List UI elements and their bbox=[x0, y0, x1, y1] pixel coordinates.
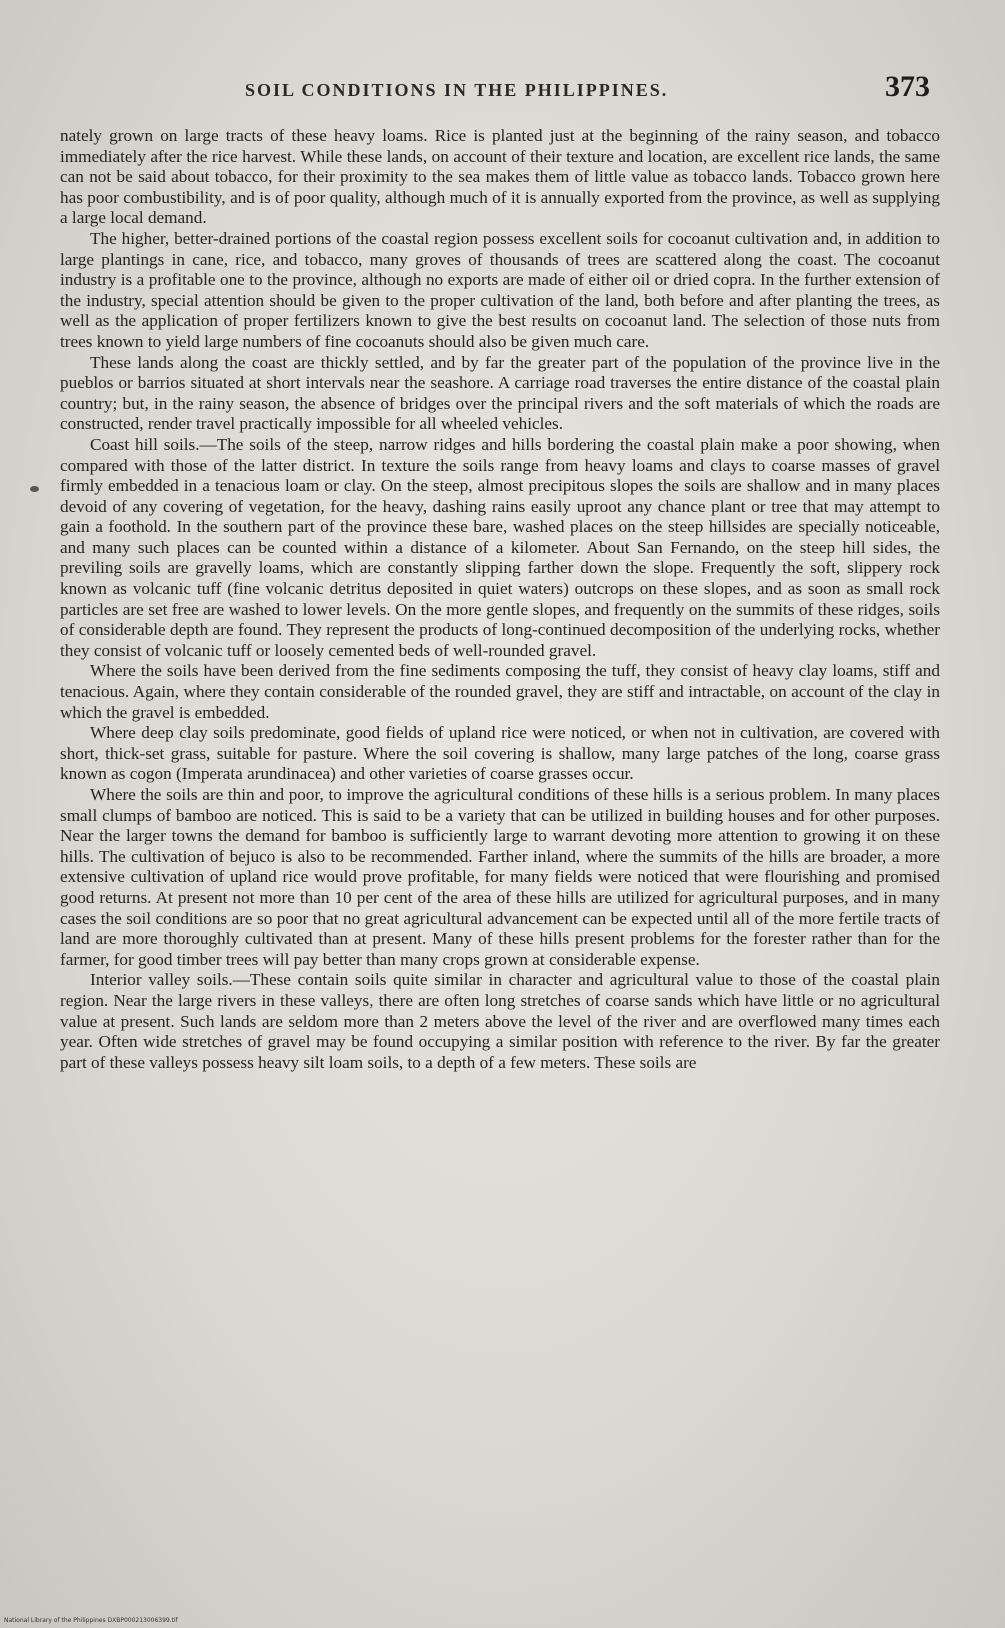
page-header bbox=[60, 70, 940, 110]
paragraph: Where the soils are thin and poor, to improve the agricultural conditions of these hills is a serious problem. In many places small clumps of bamboo are noticed. This is said to be a variety that can be utilized in building houses and for other purposes. Near the larger towns the demand for bamboo is sufficiently large to warrant devoting more attention to growing it on these hills. The cultivation of bejuco is also to be recommended. Farther inland, where the summits of the hills are broader, a more extensive cultivation of upland rice would prove profitable, for many fields were noticed that were flourishing and promised good returns. At present not more than 10 per cent of the area of these hills are utilized for agricultural purposes, and in many cases the soil conditions are so poor that no great agricultural advancement can be expected until all of the more fertile tracts of land are more thoroughly cultivated than at present. Many of these hills present problems for the forester rather than for the farmer, for good timber trees will pay better than many crops grown at considerable expense. bbox=[60, 785, 940, 969]
paragraph: nately grown on large tracts of these heavy loams. Rice is planted just at the beginning of the rainy season, and tobacco immediately after the rice harvest. While these lands, on account of their texture and location, are excellent rice lands, the same can not be said about tobacco, for their proximity to the sea makes them of little value as tobacco lands. Tobacco grown here has poor combustibility, and is of poor quality, although much of it is annually exported from the province, as well as supplying a large local demand. bbox=[60, 126, 940, 228]
page-number: 373 bbox=[885, 70, 930, 103]
paragraph: These lands along the coast are thickly settled, and by far the greater part of the population of the province live in the pueblos or barrios situated at short intervals near the seashore. A carriage road traverses the entire distance of the coastal plain country; but, in the rainy season, the absence of bridges over the principal rivers and the soft materials of which the roads are constructed, render travel practically impossible for all wheeled vehicles. bbox=[60, 352, 940, 434]
ink-spot bbox=[30, 486, 39, 492]
paragraph: Where deep clay soils predominate, good fields of upland rice were noticed, or when not in cultivation, are covered with short, thick-set grass, suitable for pasture. Where the soil covering is shallow, many large patches of the long, coarse grass known as cogon (Imperata arundinacea) and other varieties of coarse grasses occur. bbox=[60, 723, 940, 784]
paragraph: Where the soils have been derived from the fine sediments composing the tuff, they consist of heavy clay loams, stiff and tenacious. Again, where they contain considerable of the rounded gravel, they are stiff and intractable, on account of the clay in which the gravel is embedded. bbox=[60, 661, 940, 722]
paragraph: Interior valley soils.—These contain soils quite similar in character and agricultural value to those of the coastal plain region. Near the large rivers in these valleys, there are often long stretches of coarse sands which have little or no agricultural value at present. Such lands are seldom more than 2 meters above the level of the river and are overflowed many times each year. Often wide stretches of gravel may be found occupying a similar position with reference to the river. By far the greater part of these valleys possess heavy silt loam soils, to a depth of a few meters. These soils are bbox=[60, 970, 940, 1072]
paragraph: Coast hill soils.—The soils of the steep, narrow ridges and hills bordering the coastal plain make a poor showing, when compared with those of the latter district. In texture the soils range from heavy loams and clays to coarse masses of gravel firmly embedded in a tenacious loam or clay. On the steep, almost precipitous slopes the soils are shallow and in many places devoid of any covering of vegetation, for the heavy, dashing rains easily uproot any chance plant or tree that may attempt to gain a foothold. In the southern part of the province these bare, washed places on the steep hillsides are specially noticeable, and many such places can be counted within a distance of a kilometer. About San Fernando, on the steep hill sides, the previling soils are gravelly loams, which are constantly slipping farther down the slope. Frequently the soft, slippery rock known as volcanic tuff (fine volcanic detritus deposited in quiet waters) outcrops on these slopes, and as soon as small rock particles are set free are washed to lower levels. On the more gentle slopes, and frequently on the summits of these ridges, soils of considerable depth are found. They represent the products of long-continued decomposition of the underlying rocks, whether they consist of volcanic tuff or loosely cemented beds of well-rounded gravel. bbox=[60, 434, 940, 660]
paragraph: The higher, better-drained portions of the coastal region possess excellent soils for cocoanut cultivation and, in addition to large plantings in cane, rice, and tobacco, many groves of thousands of trees are scattered along the coast. The cocoanut industry is a profitable one to the province, although no exports are made of either oil or dried copra. In the further extension of the industry, special attention should be given to the proper cultivation of the land, both before and after planting the trees, as well as the application of proper fertilizers known to give the best results on cocoanut land. The selection of those nuts from trees known to yield large numbers of fine cocoanuts should also be given much care. bbox=[60, 228, 940, 351]
body-text bbox=[60, 126, 940, 1073]
running-title: SOIL CONDITIONS IN THE PHILIPPINES. bbox=[245, 80, 669, 100]
library-stamp: National Library of the Philippines DXBP000213006399.tif bbox=[4, 1617, 178, 1624]
